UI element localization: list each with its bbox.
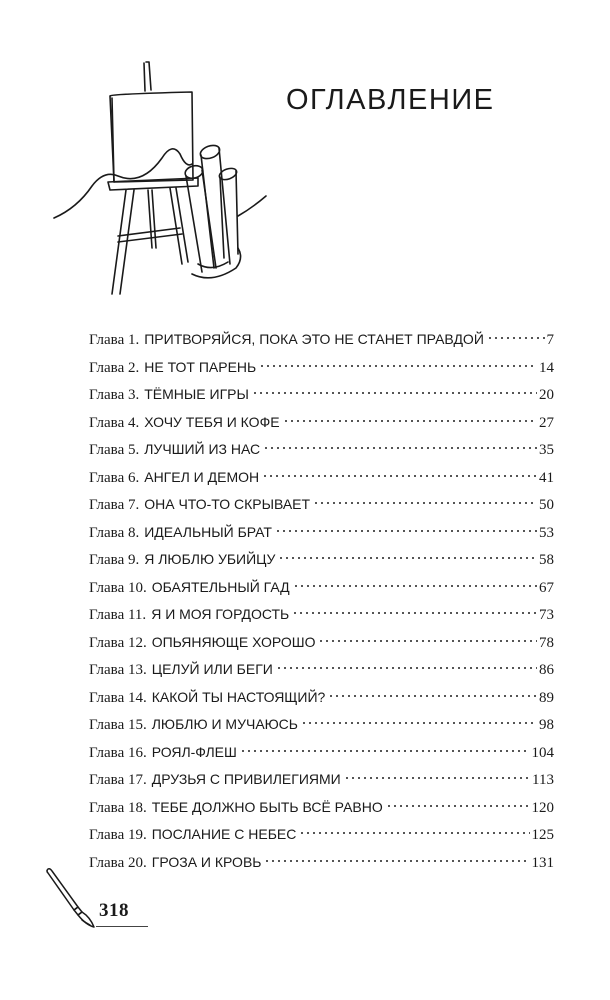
dot-leader [263, 445, 537, 451]
chapter-title: НЕ ТОТ ПАРЕНЬ [144, 358, 257, 375]
toc-entry[interactable] [89, 766, 554, 794]
dot-leader [292, 610, 537, 616]
chapter-title: ОНА ЧТО-ТО СКРЫВАЕТ [144, 496, 311, 512]
chapter-number: Глава 17. [89, 772, 147, 788]
dot-leader [344, 775, 530, 781]
toc-entry[interactable] [89, 794, 554, 822]
chapter-number: Глава 11. [89, 607, 147, 623]
chapter-page-number: 35 [539, 442, 554, 458]
toc-entry[interactable] [89, 436, 554, 464]
chapter-number: Глава 4. [89, 414, 140, 431]
chapter-number: Глава 19. [89, 827, 147, 843]
chapter-number: Глава 12. [89, 634, 147, 651]
toc-entry[interactable] [89, 656, 554, 684]
chapter-number: Глава 13. [89, 662, 147, 678]
page-number: 318 [99, 900, 129, 921]
chapter-page-number: 125 [531, 827, 554, 843]
dot-leader [252, 390, 537, 396]
toc-entry[interactable] [89, 739, 554, 767]
chapter-number: Глава 6. [89, 469, 140, 486]
toc-entry[interactable] [89, 326, 554, 354]
chapter-page-number: 131 [531, 854, 554, 871]
chapter-title: КАКОЙ ТЫ НАСТОЯЩИЙ? [151, 688, 326, 705]
chapter-title: ЦЕЛУЙ ИЛИ БЕГИ [151, 661, 273, 677]
paintbrush-icon [44, 865, 104, 931]
toc-entry[interactable] [89, 491, 554, 519]
chapter-number: Глава 14. [89, 689, 147, 706]
dot-leader [240, 748, 530, 754]
chapter-page-number: 113 [532, 772, 554, 788]
toc-entry[interactable] [89, 409, 554, 437]
toc-entry[interactable] [89, 354, 554, 382]
toc-entry[interactable] [89, 849, 554, 877]
chapter-title: ДРУЗЬЯ С ПРИВИЛЕГИЯМИ [151, 771, 341, 787]
toc-entry[interactable] [89, 684, 554, 712]
dot-leader [276, 665, 537, 671]
chapter-page-number: 7 [546, 332, 554, 348]
dot-leader [293, 583, 537, 589]
chapter-page-number: 78 [539, 634, 554, 651]
toc-entry[interactable] [89, 519, 554, 547]
chapter-number: Глава 20. [89, 854, 147, 871]
chapter-page-number: 67 [539, 579, 554, 596]
toc-entry[interactable] [89, 574, 554, 602]
dot-leader [301, 720, 537, 726]
dot-leader [262, 473, 537, 479]
dot-leader [264, 858, 529, 864]
dot-leader [313, 500, 537, 506]
chapter-number: Глава 15. [89, 717, 147, 733]
chapter-page-number: 120 [531, 799, 554, 816]
chapter-number: Глава 5. [89, 442, 140, 458]
chapter-page-number: 73 [539, 607, 554, 623]
dot-leader [278, 555, 537, 561]
chapter-title: ИДЕАЛЬНЫЙ БРАТ [144, 523, 272, 540]
chapter-title: ОПЬЯНЯЮЩЕ ХОРОШО [151, 633, 316, 650]
chapter-title: ТЕБЕ ДОЛЖНО БЫТЬ ВСЁ РАВНО [151, 798, 383, 815]
dot-leader [259, 363, 537, 369]
chapter-page-number: 20 [539, 387, 554, 403]
dot-leader [299, 830, 529, 836]
chapter-title: ТЁМНЫЕ ИГРЫ [144, 386, 249, 402]
chapter-title: ЛУЧШИЙ ИЗ НАС [144, 441, 261, 457]
chapter-number: Глава 2. [89, 359, 140, 376]
chapter-page-number: 104 [531, 744, 554, 761]
toc-entry[interactable] [89, 546, 554, 574]
dot-leader [275, 528, 537, 534]
chapter-title: Я И МОЯ ГОРДОСТЬ [151, 606, 290, 622]
chapter-title: ПРИТВОРЯЙСЯ, ПОКА ЭТО НЕ СТАНЕТ ПРАВДОЙ [144, 331, 484, 347]
chapter-number: Глава 16. [89, 744, 147, 761]
chapter-page-number: 86 [539, 662, 554, 678]
chapter-number: Глава 9. [89, 552, 140, 568]
chapter-title: ХОЧУ ТЕБЯ И КОФЕ [144, 413, 280, 430]
chapter-number: Глава 3. [89, 387, 140, 403]
chapter-page-number: 41 [539, 469, 554, 486]
chapter-number: Глава 18. [89, 799, 147, 816]
chapter-page-number: 98 [539, 717, 554, 733]
dot-leader [328, 693, 537, 699]
chapter-number: Глава 8. [89, 524, 140, 541]
toc-entry[interactable] [89, 601, 554, 629]
chapter-title: ГРОЗА И КРОВЬ [151, 853, 262, 870]
chapter-title: ПОСЛАНИЕ С НЕБЕС [151, 826, 297, 842]
chapter-title: АНГЕЛ И ДЕМОН [144, 468, 260, 485]
chapter-title: РОЯЛ-ФЛЕШ [151, 743, 237, 760]
chapter-title: Я ЛЮБЛЮ УБИЙЦУ [144, 551, 276, 567]
chapter-page-number: 53 [539, 524, 554, 541]
toc-entry[interactable] [89, 464, 554, 492]
table-of-contents [89, 326, 554, 876]
chapter-page-number: 89 [539, 689, 554, 706]
easel-with-canvas-and-paper-rolls-icon [52, 58, 272, 308]
chapter-page-number: 14 [539, 359, 554, 376]
chapter-number: Глава 10. [89, 579, 147, 596]
chapter-title: ОБАЯТЕЛЬНЫЙ ГАД [151, 578, 290, 595]
page-title: ОГЛАВЛЕНИЕ [286, 84, 495, 116]
chapter-page-number: 27 [539, 414, 554, 431]
dot-leader [283, 418, 537, 424]
dot-leader [318, 638, 537, 644]
chapter-page-number: 58 [539, 552, 554, 568]
toc-entry[interactable] [89, 711, 554, 739]
dot-leader [386, 803, 530, 809]
chapter-number: Глава 7. [89, 497, 140, 513]
chapter-number: Глава 1. [89, 332, 140, 348]
toc-entry[interactable] [89, 381, 554, 409]
page-number-underline [96, 926, 148, 927]
chapter-title: ЛЮБЛЮ И МУЧАЮСЬ [151, 716, 298, 732]
dot-leader [487, 335, 545, 341]
toc-entry[interactable] [89, 821, 554, 849]
chapter-page-number: 50 [539, 497, 554, 513]
toc-entry[interactable] [89, 629, 554, 657]
